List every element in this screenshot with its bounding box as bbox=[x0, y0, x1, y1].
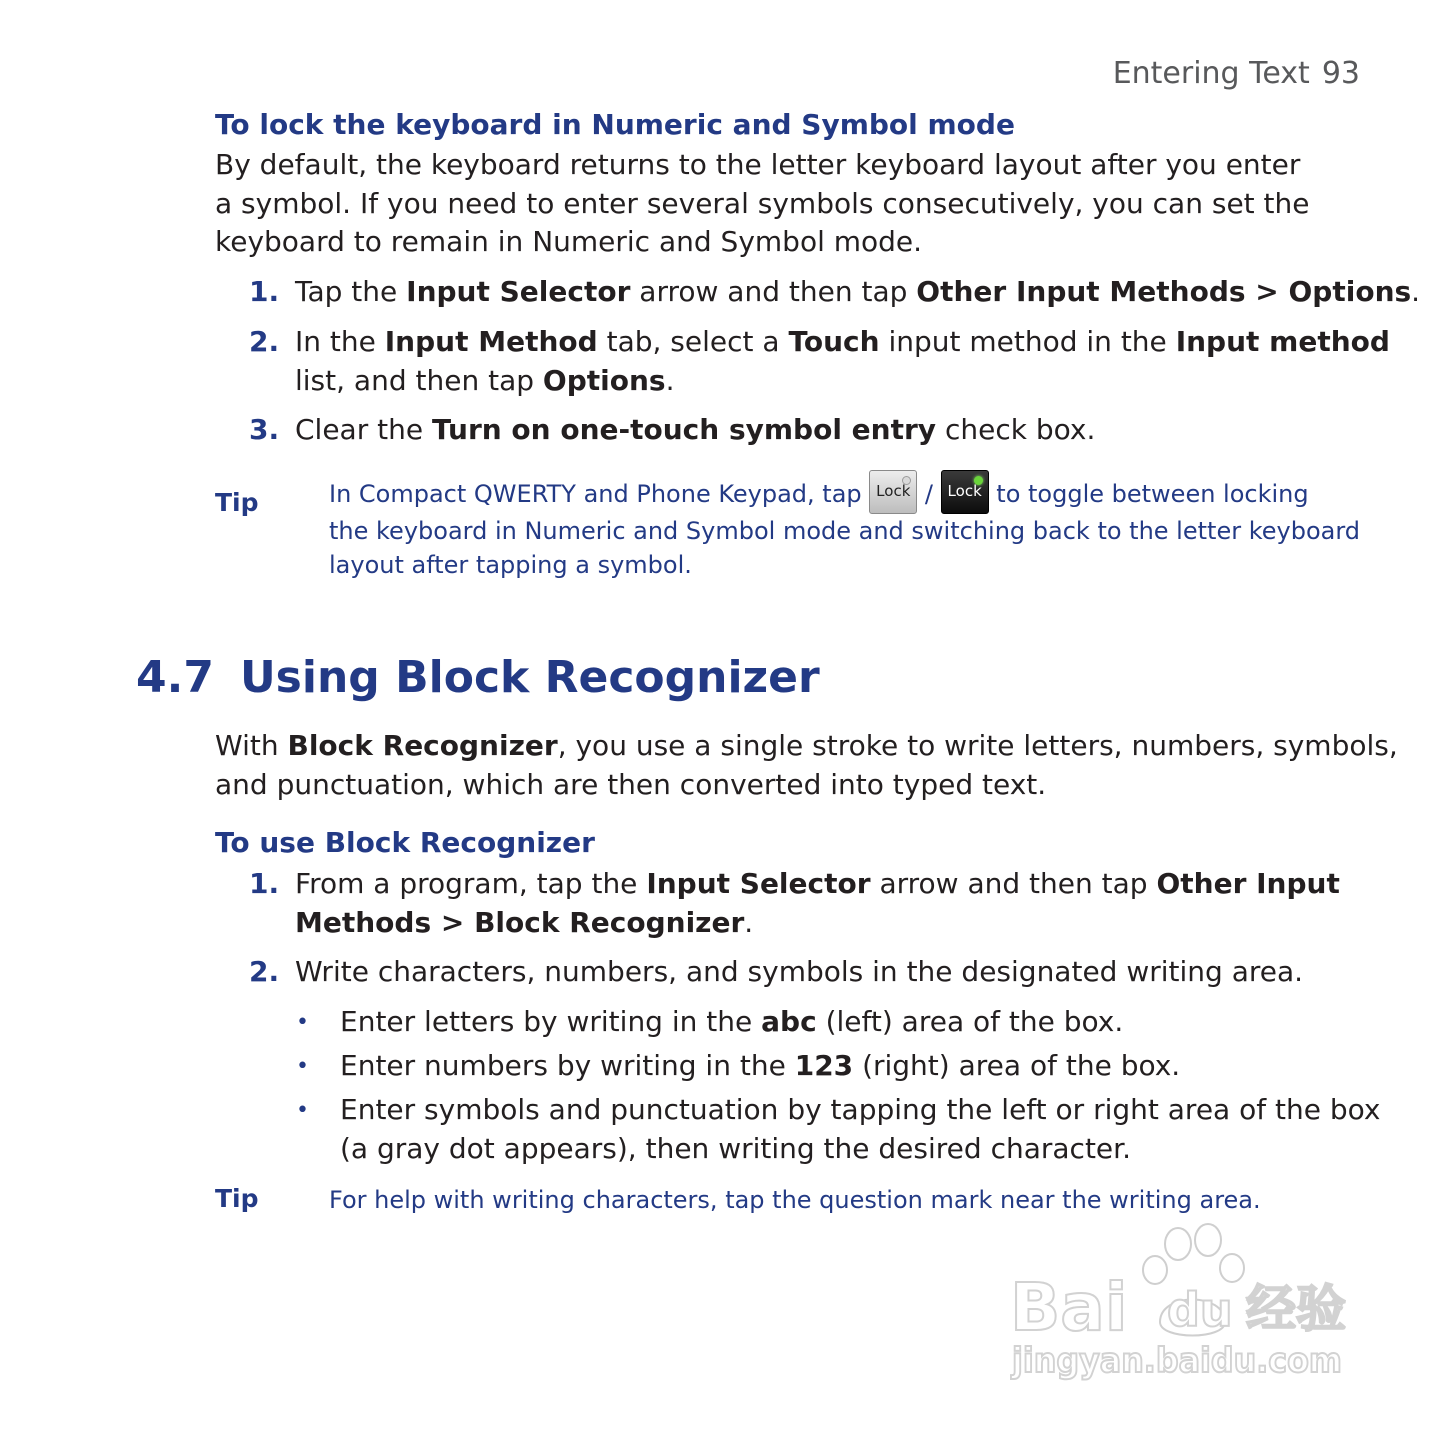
block-step-2: Write characters, numbers, and symbols in the designated writing area. bbox=[295, 955, 1304, 988]
lock-on-icon bbox=[941, 470, 989, 514]
baidu-watermark-logo bbox=[1010, 1222, 1350, 1392]
bullet-text: Enter numbers by writing in the bbox=[340, 1049, 795, 1082]
step-text: check box. bbox=[936, 413, 1096, 446]
step-text: arrow and then tap bbox=[870, 867, 1157, 900]
step-text: input method in the bbox=[879, 325, 1176, 358]
watermark-brand: Bai bbox=[1010, 1269, 1128, 1346]
intro-line: By default, the keyboard returns to the letter keyboard layout after you enter bbox=[215, 148, 1301, 181]
bullet-text: (right) area of the box. bbox=[853, 1049, 1181, 1082]
intro-text: With bbox=[215, 729, 288, 762]
bullet-dot: • bbox=[296, 1010, 309, 1035]
bullet-text: (left) area of the box. bbox=[816, 1005, 1124, 1038]
intro-line: a symbol. If you need to enter several symbols consecutively, you can set the bbox=[215, 186, 1310, 220]
running-header bbox=[1113, 56, 1360, 91]
step-text: In the bbox=[295, 325, 385, 358]
tip-text: layout after tapping a symbol. bbox=[329, 551, 692, 579]
step-bold: Touch bbox=[788, 325, 880, 358]
bullet-text: Enter letters by writing in the bbox=[340, 1005, 762, 1038]
bullet-item bbox=[340, 1091, 1380, 1168]
page-number: 93 bbox=[1321, 56, 1360, 91]
step-bold: Turn on one-touch symbol entry bbox=[431, 413, 937, 446]
watermark-brand-du: du bbox=[1167, 1283, 1233, 1337]
bullet-dot: • bbox=[296, 1098, 309, 1123]
lock-step-1 bbox=[295, 273, 1420, 312]
step-bold: Input Selector bbox=[646, 867, 871, 900]
step-number: 2. bbox=[249, 955, 280, 988]
lock-off-icon bbox=[869, 470, 917, 514]
step-text: Tap the bbox=[295, 275, 407, 308]
step-text: . bbox=[1411, 275, 1421, 308]
step-number: 2. bbox=[249, 325, 280, 358]
bullet-bold: abc bbox=[761, 1005, 817, 1038]
intro-text: , you use a single stroke to write letters, numbers, symbols, bbox=[557, 729, 1398, 762]
intro-text: and punctuation, which are then converted into typed text. bbox=[215, 767, 1047, 801]
watermark-url: jingyan.baidu.com bbox=[1010, 1341, 1342, 1381]
bullet-dot: • bbox=[296, 1054, 309, 1079]
block-subheading: To use Block Recognizer bbox=[215, 826, 595, 859]
section-number: 4.7 bbox=[136, 652, 214, 703]
step-text: . bbox=[665, 363, 675, 397]
step-text: list, and then tap bbox=[295, 363, 543, 397]
step-bold: Input method bbox=[1175, 325, 1390, 358]
step-text: tab, select a bbox=[597, 325, 789, 358]
intro-bold: Block Recognizer bbox=[287, 729, 558, 762]
tip-label: Tip bbox=[215, 488, 259, 517]
section-heading bbox=[136, 652, 820, 703]
step-text: . bbox=[744, 905, 754, 939]
lock-intro-paragraph bbox=[215, 146, 1345, 262]
step-number: 1. bbox=[249, 867, 280, 900]
tip-text: to toggle between locking bbox=[996, 480, 1309, 508]
block-step-1 bbox=[295, 865, 1340, 942]
lock-icon-label: Lock bbox=[947, 482, 982, 500]
step-text: From a program, tap the bbox=[295, 867, 647, 900]
intro-line: keyboard to remain in Numeric and Symbol mode. bbox=[215, 225, 923, 258]
header-section-title: Entering Text bbox=[1112, 56, 1310, 91]
watermark-cn: 经验 bbox=[1246, 1280, 1346, 1338]
step-text: Clear the bbox=[295, 413, 432, 446]
lock-step-3 bbox=[295, 411, 1095, 450]
tip-text: the keyboard in Numeric and Symbol mode and switching back to the letter keyboard bbox=[329, 517, 1361, 545]
tip-text: In Compact QWERTY and Phone Keypad, tap bbox=[329, 480, 862, 508]
bullet-text: (a gray dot appears), then writing the desired character. bbox=[340, 1131, 1131, 1165]
step-number: 3. bbox=[249, 413, 280, 446]
lock-step-2 bbox=[295, 323, 1390, 400]
bullet-item bbox=[340, 1003, 1123, 1042]
bullet-bold: 123 bbox=[794, 1049, 854, 1082]
step-bold: Options bbox=[542, 363, 666, 397]
step-number: 1. bbox=[249, 275, 280, 308]
step-bold: Methods > Block Recognizer bbox=[295, 905, 745, 939]
bullet-text: Enter symbols and punctuation by tapping the left or right area of the box bbox=[340, 1093, 1381, 1126]
step-text: arrow and then tap bbox=[630, 275, 917, 308]
block-tip: For help with writing characters, tap the question mark near the writing area. bbox=[329, 1186, 1261, 1214]
step-bold: Input Selector bbox=[406, 275, 631, 308]
lock-section-heading: To lock the keyboard in Numeric and Symbol mode bbox=[215, 108, 1015, 141]
section-title: Using Block Recognizer bbox=[239, 652, 820, 703]
block-intro-paragraph bbox=[215, 727, 1398, 804]
lock-tip bbox=[329, 470, 1361, 582]
lock-icon-label: Lock bbox=[876, 482, 911, 500]
step-bold: Other Input bbox=[1156, 867, 1340, 900]
tip-slash: / bbox=[924, 480, 934, 508]
tip-label: Tip bbox=[215, 1184, 259, 1213]
bullet-item bbox=[340, 1047, 1180, 1086]
step-bold: Input Method bbox=[384, 325, 598, 358]
step-bold: Other Input Methods > Options bbox=[916, 275, 1412, 308]
